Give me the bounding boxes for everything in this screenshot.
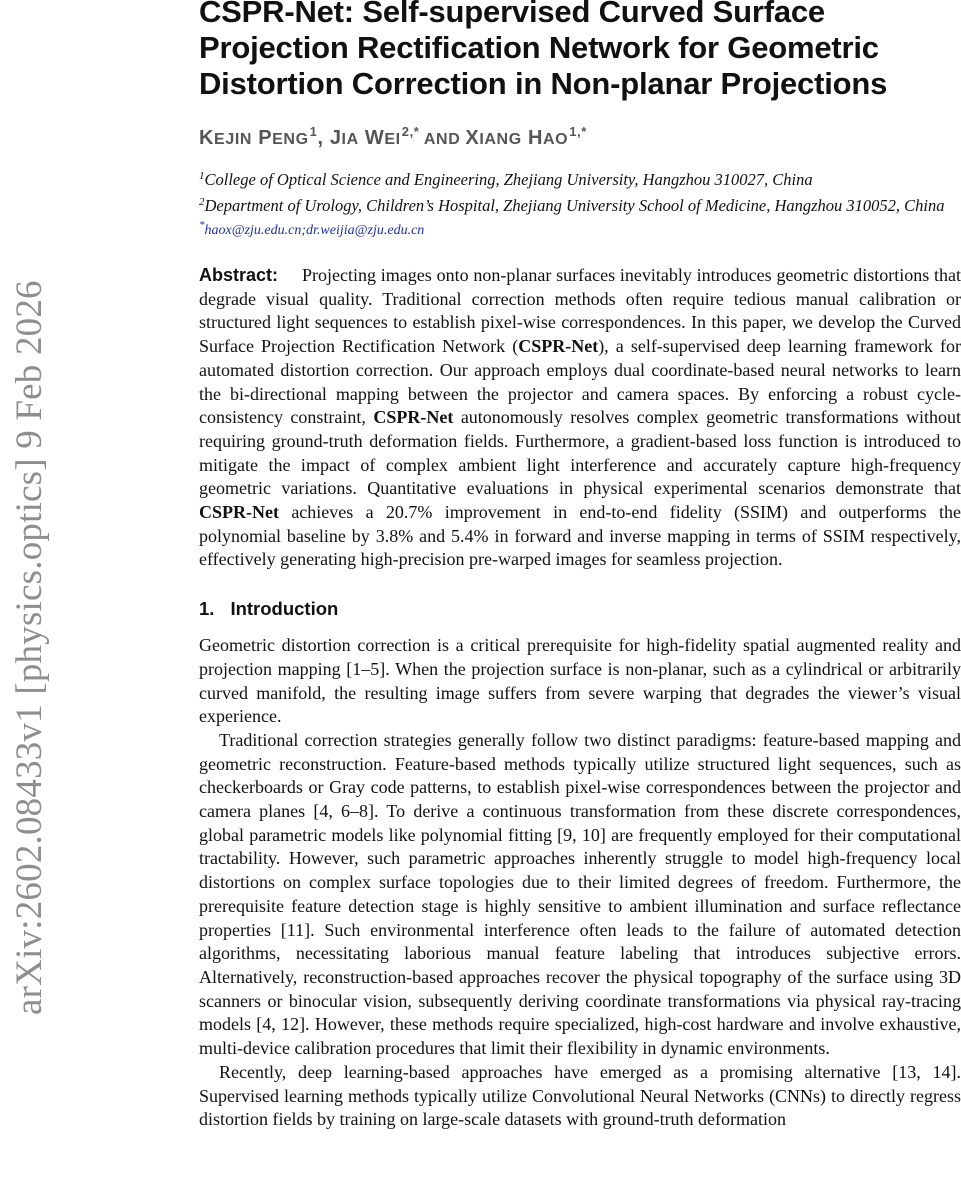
paper-title — [199, 0, 961, 102]
paragraph: Traditional correction strategies generally follow two distinct paradigms: feature-based mapping and geometric reconstruction. Feature-based methods typically utilize structured light sequences, such as checkerboards or Gray code patterns, to establish pixel-wise correspondences between the projector and camera planes [4, 6–8]. To derive a continuous transformation from these discrete correspondences, global parametric models like polynomial fitting [9, 10] are frequently employed for their computational tractability. However, such parametric approaches inherently struggle to model high-frequency local distortions on complex surface topologies due to their limited degrees of freedom. Furthermore, the prerequisite feature detection stage is highly sensitive to ambient illumination and surface reflectance properties [11]. Such environmental interference often leads to the failure of automated detection algorithms, necessitating laborious manual feature labeling that introduces subjective errors. Alternatively, reconstruction-based approaches recover the physical topography of the surface using 3D scanners or binocular vision, subsequently deriving coordinate transformations via physical ray-tracing models [4, 12]. However, these methods require specialized, high-cost hardware and involve exhaustive, multi-device calibration procedures that limit their flexibility in dynamic environments. — [199, 729, 961, 1059]
paragraph: Geometric distortion correction is a critical prerequisite for high-fidelity spatial augmented reality and projection mapping [1–5]. When the projection surface is non-planar, such as a cylindrical or arbitrarily curved manifold, the resulting image suffers from severe warping that degrades the viewer’s visual experience. — [199, 635, 961, 727]
affiliation-2: $^2$Department of Urology, Children’s Hospital, Zhejiang University School of Medicine, Hangzhou 310052, China — [199, 196, 945, 215]
author-3: XIANG $HAO^{1,*}$ — [465, 124, 587, 149]
email-contact[interactable]: *haox@zju.edu.cn;dr.weijia@zju.edu.cn — [199, 219, 425, 238]
affiliation-1: $^1$College of Optical Science and Engineering, Zhejiang University, Hangzhou 310027, China — [199, 170, 813, 189]
section-heading-introduction: 1. Introduction — [199, 598, 339, 620]
affiliations — [199, 165, 961, 239]
abstract: Abstract: Projecting images onto non-planar surfaces inevitably introduces geometric distortions that degrade visual quality. Traditional correction methods often require tedious manual calibration or structured light sequences to establish pixel-wise correspondences. In this paper, we develop the Curved Surface Projection Rectification Network (CSPR-Net), a self-supervised deep learning framework for automated distortion correction. Our approach employs dual coordinate-based neural networks to learn the bi-directional mapping between the projector and camera spaces. By enforcing a robust cycle-consistency constraint, CSPR-Net autonomously resolves complex geometric transformations without requiring ground-truth deformation fields. Furthermore, a gradient-based loss function is introduced to mitigate the impact of complex ambient light interference and accurately capture high-frequency geometric variations. Quantitative evaluations in physical experimental scenarios demonstrate that CSPR-Net achieves a 20.7% improvement in end-to-end fidelity (SSIM) and outperforms the polynomial baseline by 3.8% and 5.4% in forward and inverse mapping in terms of SSIM respectively, effectively generating high-precision pre-warped images for seamless projection. — [199, 265, 961, 570]
title-line-1: CSPR-Net: Self-supervised Curved Surface — [199, 0, 825, 29]
author-2: JIA $WEI^{2,*}$ — [329, 124, 420, 149]
introduction-body — [199, 634, 961, 1132]
arxiv-identifier: arXiv:2602.08433v1 [physics.optics] 9 Feb 2026 — [9, 280, 50, 1015]
paragraph: Recently, deep learning-based approaches have emerged as a promising alternative [13, 14]. Supervised learning methods typically utilize Convolutional Neural Networks (CNNs) to directly regress distortion fields by training on large-scale datasets with ground-truth deformation — [199, 1061, 961, 1130]
title-line-2: Projection Rectification Network for Geometric — [199, 30, 879, 65]
abstract-label: Abstract: — [199, 265, 279, 285]
author-list: KEJIN PENG$^1$, JIA $WEI^{2,*}$ AND XIANG $HAO^{1,*}$ — [199, 124, 587, 149]
title-line-3: Distortion Correction in Non-planar Projections — [199, 66, 888, 101]
author-1: KEJIN PENG$^1$ — [199, 124, 318, 149]
paper-page — [199, 0, 961, 1132]
